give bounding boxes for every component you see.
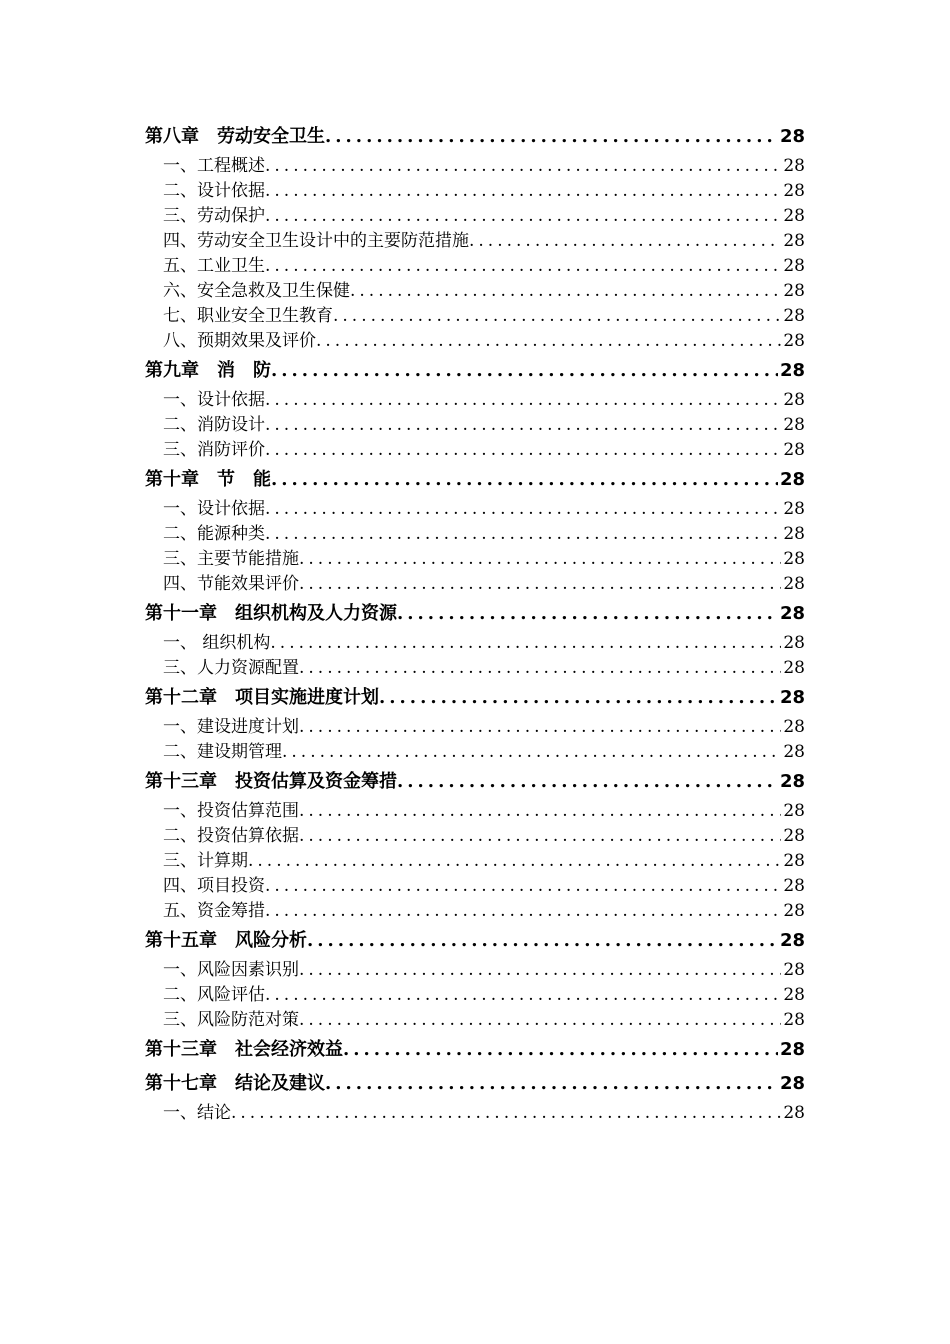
toc-section-title: 七、职业安全卫生教育 [163, 306, 333, 326]
toc-page-number: 28 [783, 499, 805, 519]
toc-page-number: 28 [783, 415, 805, 435]
toc-page-number: 28 [783, 440, 805, 460]
toc-page-number: 28 [783, 1103, 805, 1123]
toc-chapter-row[interactable] [145, 463, 805, 497]
toc-section-row[interactable] [145, 204, 805, 229]
toc-section-row[interactable] [145, 983, 805, 1008]
toc-section-title: 一、风险因素识别 [163, 960, 299, 980]
toc-section-title: 一、结论 [163, 1103, 231, 1123]
toc-section-row[interactable] [145, 740, 805, 765]
toc-leader-dots [333, 304, 781, 329]
toc-section-title: 四、劳动安全卫生设计中的主要防范措施 [163, 231, 469, 251]
toc-page-number: 28 [783, 1010, 805, 1030]
toc-page-number: 28 [779, 930, 805, 951]
toc-section-row[interactable] [145, 522, 805, 547]
toc-section-title: 三、主要节能措施 [163, 549, 299, 569]
toc-page-number: 28 [783, 658, 805, 678]
toc-section-row[interactable] [145, 631, 805, 656]
toc-page-number: 28 [779, 771, 805, 792]
toc-leader-dots [271, 354, 778, 388]
toc-section-row[interactable] [145, 715, 805, 740]
toc-leader-dots [350, 279, 781, 304]
toc-leader-dots [231, 1101, 781, 1126]
toc-section-title: 一、设计依据 [163, 499, 265, 519]
toc-section-title: 五、资金筹措 [163, 901, 265, 921]
toc-section-title: 四、项目投资 [163, 876, 265, 896]
toc-leader-dots [316, 329, 781, 354]
toc-leader-dots [270, 631, 781, 656]
toc-leader-dots [282, 740, 781, 765]
toc-page-number: 28 [783, 742, 805, 762]
toc-page-number: 28 [783, 801, 805, 821]
toc-leader-dots [469, 229, 781, 254]
toc-page-number: 28 [783, 826, 805, 846]
toc-leader-dots [379, 681, 778, 715]
toc-leader-dots [265, 388, 781, 413]
toc-page-number: 28 [779, 1073, 805, 1094]
toc-page-number: 28 [783, 960, 805, 980]
toc-page-number: 28 [779, 603, 805, 624]
toc-section-title: 一、工程概述 [163, 156, 265, 176]
toc-section-row[interactable] [145, 1008, 805, 1033]
toc-chapter-row[interactable] [145, 597, 805, 631]
toc-chapter-title: 第十五章 风险分析 [145, 930, 307, 951]
toc-leader-dots [299, 824, 781, 849]
toc-page-number: 28 [783, 231, 805, 251]
toc-page-number: 28 [783, 181, 805, 201]
toc-section-title: 六、安全急救及卫生保健 [163, 281, 350, 301]
toc-leader-dots [299, 799, 781, 824]
toc-page-number: 28 [779, 687, 805, 708]
toc-section-title: 二、能源种类 [163, 524, 265, 544]
toc-leader-dots [265, 204, 781, 229]
toc-section-row[interactable] [145, 824, 805, 849]
toc-section-row[interactable] [145, 229, 805, 254]
toc-page-number: 28 [779, 360, 805, 381]
toc-leader-dots [299, 958, 781, 983]
toc-section-title: 一、投资估算范围 [163, 801, 299, 821]
toc-page-number: 28 [783, 331, 805, 351]
toc-page-number: 28 [783, 306, 805, 326]
toc-leader-dots [265, 522, 781, 547]
toc-section-title: 一、设计依据 [163, 390, 265, 410]
toc-section-title: 二、消防设计 [163, 415, 265, 435]
toc-section-row[interactable] [145, 656, 805, 681]
toc-section-row[interactable] [145, 572, 805, 597]
toc-leader-dots [265, 154, 781, 179]
toc-page-number: 28 [783, 717, 805, 737]
toc-chapter-title: 第十一章 组织机构及人力资源 [145, 603, 397, 624]
toc-section-title: 五、工业卫生 [163, 256, 265, 276]
toc-page-number: 28 [783, 256, 805, 276]
toc-page-number: 28 [783, 633, 805, 653]
toc-chapter-row[interactable] [145, 1033, 805, 1067]
toc-chapter-title: 第十七章 结论及建议 [145, 1073, 325, 1094]
toc-chapter-title: 第十三章 投资估算及资金筹措 [145, 771, 397, 792]
toc-section-row[interactable] [145, 279, 805, 304]
toc-section-row[interactable] [145, 547, 805, 572]
toc-leader-dots [299, 572, 781, 597]
toc-leader-dots [307, 924, 778, 958]
toc-page-number: 28 [779, 469, 805, 490]
toc-chapter-row[interactable] [145, 765, 805, 799]
toc-section-row[interactable] [145, 329, 805, 354]
toc-leader-dots [299, 715, 781, 740]
toc-section-row[interactable] [145, 154, 805, 179]
toc-leader-dots [265, 438, 781, 463]
toc-section-row[interactable] [145, 304, 805, 329]
toc-chapter-row[interactable] [145, 924, 805, 958]
toc-section-row[interactable] [145, 413, 805, 438]
toc-section-row[interactable] [145, 497, 805, 522]
toc-leader-dots [265, 874, 781, 899]
toc-leader-dots [343, 1033, 778, 1067]
toc-leader-dots [299, 656, 781, 681]
toc-page-number: 28 [783, 549, 805, 569]
toc-section-row[interactable] [145, 958, 805, 983]
toc-page-number: 28 [783, 851, 805, 871]
toc-chapter-row[interactable] [145, 354, 805, 388]
toc-leader-dots [299, 1008, 781, 1033]
toc-page-number: 28 [783, 574, 805, 594]
toc-section-row[interactable] [145, 849, 805, 874]
table-of-contents [145, 120, 805, 1126]
toc-section-title: 八、预期效果及评价 [163, 331, 316, 351]
toc-leader-dots [265, 254, 781, 279]
toc-section-title: 一、 组织机构 [163, 633, 271, 653]
toc-page-number: 28 [783, 901, 805, 921]
toc-section-title: 二、建设期管理 [163, 742, 282, 762]
toc-leader-dots [265, 413, 781, 438]
toc-leader-dots [397, 597, 778, 631]
toc-chapter-row[interactable] [145, 681, 805, 715]
toc-section-title: 三、计算期 [163, 851, 248, 871]
toc-section-row[interactable] [145, 1101, 805, 1126]
toc-leader-dots [265, 179, 781, 204]
toc-chapter-title: 第八章 劳动安全卫生 [145, 126, 325, 147]
toc-section-title: 二、设计依据 [163, 181, 265, 201]
toc-leader-dots [397, 765, 778, 799]
toc-chapter-title: 第十二章 项目实施进度计划 [145, 687, 379, 708]
toc-section-title: 三、风险防范对策 [163, 1010, 299, 1030]
toc-section-row[interactable] [145, 438, 805, 463]
toc-section-title: 四、节能效果评价 [163, 574, 299, 594]
toc-page-number: 28 [783, 524, 805, 544]
toc-leader-dots [248, 849, 781, 874]
toc-leader-dots [265, 497, 781, 522]
toc-page-number: 28 [783, 985, 805, 1005]
toc-page-number: 28 [783, 206, 805, 226]
toc-leader-dots [325, 1067, 778, 1101]
toc-chapter-title: 第十三章 社会经济效益 [145, 1039, 343, 1060]
toc-section-row[interactable] [145, 179, 805, 204]
toc-chapter-title: 第十章 节 能 [145, 469, 271, 490]
toc-chapter-row[interactable] [145, 120, 805, 154]
toc-section-title: 一、建设进度计划 [163, 717, 299, 737]
toc-page-number: 28 [779, 1039, 805, 1060]
toc-page-number: 28 [779, 126, 805, 147]
toc-section-row[interactable] [145, 799, 805, 824]
toc-section-title: 三、人力资源配置 [163, 658, 299, 678]
toc-section-row[interactable] [145, 899, 805, 924]
toc-section-title: 三、劳动保护 [163, 206, 265, 226]
toc-leader-dots [271, 463, 778, 497]
toc-section-title: 二、投资估算依据 [163, 826, 299, 846]
toc-leader-dots [325, 120, 778, 154]
toc-section-row[interactable] [145, 874, 805, 899]
toc-page-number: 28 [783, 156, 805, 176]
toc-section-row[interactable] [145, 388, 805, 413]
toc-leader-dots [299, 547, 781, 572]
toc-section-title: 三、消防评价 [163, 440, 265, 460]
toc-section-row[interactable] [145, 254, 805, 279]
toc-page-number: 28 [783, 876, 805, 896]
toc-chapter-title: 第九章 消 防 [145, 360, 271, 381]
toc-leader-dots [265, 899, 781, 924]
toc-section-title: 二、风险评估 [163, 985, 265, 1005]
toc-leader-dots [265, 983, 781, 1008]
toc-chapter-row[interactable] [145, 1067, 805, 1101]
toc-page-number: 28 [783, 390, 805, 410]
toc-page-number: 28 [783, 281, 805, 301]
